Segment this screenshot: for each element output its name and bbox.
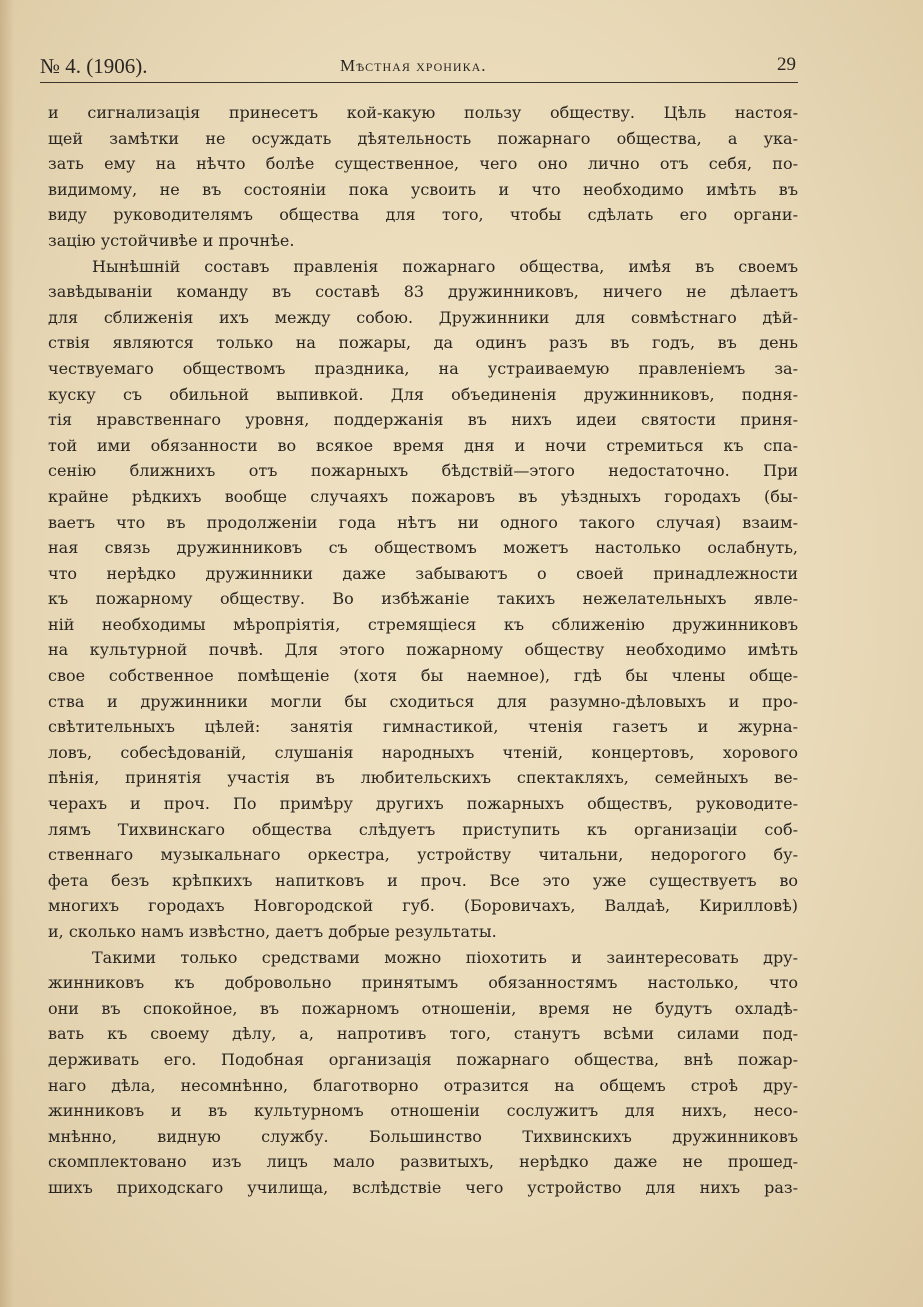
text-line: свое собственное помѣщеніе (хотя бы наемное), гдѣ бы члены обще- <box>48 666 798 686</box>
text-line: тія нравственнаго уровня, поддержанія въ нихъ идеи святости приня- <box>48 410 798 430</box>
text-line: на культурной почвѣ. Для этого пожарному обществу необходимо имѣть <box>48 640 798 660</box>
text-line: той ими обязанности во всякое время дня и ночи стремиться къ спа- <box>48 435 798 455</box>
text-line: видимому, не въ состояніи пока усвоить и что необходимо имѣть въ <box>48 179 798 199</box>
section-title: Мѣстная хроника. <box>340 56 487 75</box>
text-line: многихъ городахъ Новгородской губ. (Боровичахъ, Валдаѣ, Кирилловѣ) <box>48 896 798 916</box>
text-line: ваетъ что въ продолженіи года нѣтъ ни одного такого случая) взаим- <box>48 512 798 532</box>
text-line: ственнаго музыкальнаго оркестра, устройству читальни, недорогого бу- <box>48 845 798 865</box>
text-line: вать къ своему дѣлу, а, напротивъ того, станутъ всѣми силами под- <box>48 1024 798 1044</box>
text-line: ловъ, собесѣдованій, слушанія народныхъ чтеній, концертовъ, хорового <box>48 742 798 762</box>
text-line: для сближенія ихъ между собою. Дружинники для совмѣстнаго дѣй- <box>48 307 798 327</box>
paragraph <box>48 254 798 945</box>
text-line: Такими только средствами можно піохотить и заинтересовать дру- <box>92 947 798 967</box>
text-line: пѣнія, принятія участія въ любительскихъ спектакляхъ, семейныхъ ве- <box>48 768 798 788</box>
text-line: щей замѣтки не осуждать дѣятельность пожарнаго общества, а ука- <box>48 128 798 148</box>
text-line: куску съ обильной выпивкой. Для объединенія дружинниковъ, подня- <box>48 384 798 404</box>
text-line: черахъ и проч. По примѣру другихъ пожарныхъ обществъ, руководите- <box>48 794 798 814</box>
text-line: виду руководителямъ общества для того, чтобы сдѣлать его органи- <box>48 205 798 225</box>
text-line: и, сколько намъ извѣстно, даетъ добрые результаты. <box>48 922 497 941</box>
text-line: скомплектовано изъ лицъ мало развитыхъ, нерѣдко даже не прошед- <box>48 1152 798 1172</box>
text-line: держивать его. Подобная организація пожарнаго общества, внѣ пожар- <box>48 1049 798 1069</box>
text-line: ства и дружинники могли бы сходиться для разумно-дѣловыхъ и про- <box>48 691 798 711</box>
paragraph <box>48 945 798 1201</box>
text-line: наго дѣла, несомнѣнно, благотворно отразится на общемъ строѣ дру- <box>48 1075 798 1095</box>
text-line: чествуемаго обществомъ праздника, на устраиваемую правленіемъ за- <box>48 358 798 378</box>
text-line: фета безъ крѣпкихъ напитковъ и проч. Все это уже существуетъ во <box>48 870 798 890</box>
text-line: къ пожарному обществу. Во избѣжаніе такихъ нежелательныхъ явле- <box>48 589 798 609</box>
text-line: завѣдываніи команду въ составѣ 83 дружинниковъ, ничего не дѣлаетъ <box>48 282 798 302</box>
text-line: Нынѣшній составъ правленія пожарнаго общества, имѣя въ своемъ <box>92 256 798 276</box>
text-line: зацію устойчивѣе и прочнѣе. <box>48 230 295 250</box>
text-line: жинниковъ и въ культурномъ отношеніи сослужитъ для нихъ, несо- <box>48 1101 798 1121</box>
text-line: ствія являются только на пожары, да одинъ разъ въ годъ, въ день <box>48 333 798 353</box>
text-line: они въ спокойное, въ пожарномъ отношеніи, время не будутъ охладѣ- <box>48 998 798 1018</box>
text-line: шихъ приходскаго училища, вслѣдствіе чего устройство для нихъ раз- <box>48 1177 798 1197</box>
text-line: мнѣнно, видную службу. Большинство Тихвинскихъ дружинниковъ <box>48 1126 798 1146</box>
paragraph <box>48 100 798 254</box>
text-line: лямъ Тихвинскаго общества слѣдуетъ приступить къ организаціи соб- <box>48 819 798 839</box>
page-number: 29 <box>777 54 796 75</box>
text-line: ній необходимы мѣропріятія, стремящіеся къ сближенію дружинниковъ <box>48 614 798 634</box>
body-text <box>48 100 798 1201</box>
text-line: и сигнализація принесетъ кой-какую пользу обществу. Цѣль настоя- <box>48 103 798 122</box>
text-line: зать ему на нѣчто болѣе существенное, чего оно лично отъ себя, по- <box>48 154 798 174</box>
text-line: сенію ближнихъ отъ пожарныхъ бѣдствій—этого недостаточно. При <box>48 461 798 481</box>
text-line: что нерѣдко дружинники даже забываютъ о своей принадлежности <box>48 563 798 583</box>
running-header <box>40 50 798 83</box>
text-line: крайне рѣдкихъ вообще случаяхъ пожаровъ въ уѣздныхъ городахъ (бы- <box>48 486 798 506</box>
text-line: свѣтительныхъ цѣлей: занятія гимнастикой, чтенія газетъ и журна- <box>48 717 798 737</box>
text-line: жинниковъ къ добровольно принятымъ обязанностямъ настолько, что <box>48 973 798 993</box>
issue-number: № 4. (1906). <box>40 54 148 78</box>
text-line: ная связь дружинниковъ съ обществомъ можетъ настолько ослабнуть, <box>48 538 798 558</box>
